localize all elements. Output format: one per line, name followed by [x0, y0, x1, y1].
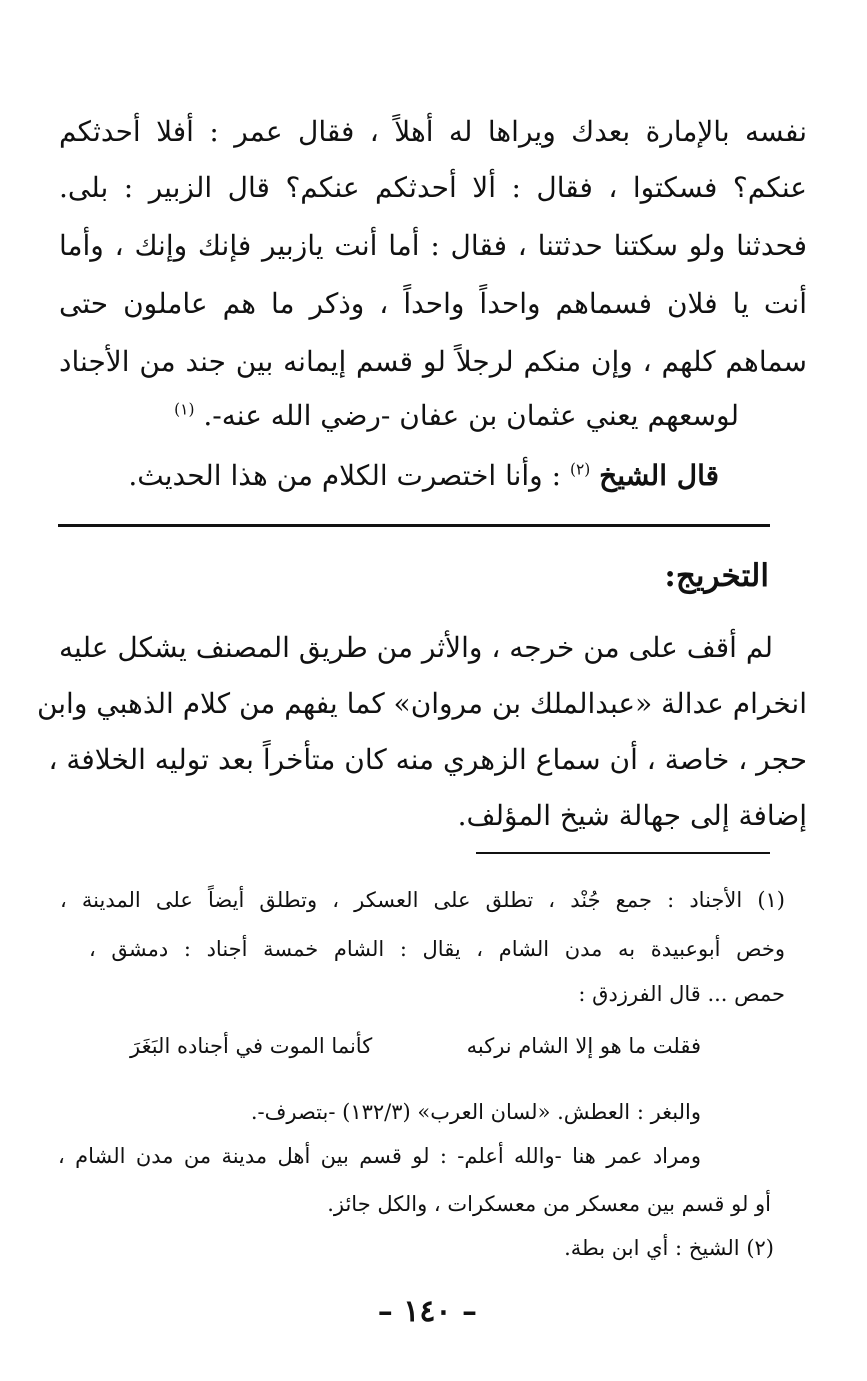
takhrij-heading: التخريج:: [664, 558, 769, 594]
footnote-1-line-2: وخص أبوعبيدة به مدن الشام ، يقال : الشام خمسة أجناد : دمشق ،: [89, 937, 785, 961]
body-line-4: أنت يا فلان فسماهم واحداً واحداً ، وذكر ما هم عاملون حتى: [59, 287, 807, 320]
sheikh-text: : وأنا اختصرت الكلام من هذا الحديث.: [128, 459, 562, 492]
section-divider: [58, 524, 770, 527]
footnote-1-line-4: والبغر : العطش. «لسان العرب» (١٣٢/٣) -بتصرف-.: [250, 1100, 701, 1124]
footnote-1-line-6: أو لو قسم بين معسكر من معسكرات ، والكل جائز.: [327, 1192, 771, 1216]
footnote-1-line-5: ومراد عمر هنا -والله أعلم- : لو قسم بين أهل مدينة من مدن الشام ،: [58, 1144, 701, 1168]
body-line-5: سماهم كلهم ، وإن منكم لرجلاً لو قسم إيمانه بين جند من الأجناد: [59, 345, 807, 378]
takhrij-line-3: حجر ، خاصة ، أن سماع الزهري منه كان متأخراً بعد توليه الخلافة ،: [48, 743, 807, 776]
verse-left-hemistich: كأنما الموت في أجناده البَغَرَ: [130, 1034, 373, 1058]
footnote-1-line-1: (١) الأجناد : جمع جُنْد ، تطلق على العسكر ، وتطلق أيضاً على المدينة ،: [60, 888, 785, 912]
body-line-3: فحدثنا ولو سكتنا حدثتنا ، فقال : أما أنت يازبير فإنك وإنك ، وأما: [59, 229, 807, 262]
footnote-2: (٢) الشيخ : أي ابن بطة.: [564, 1236, 774, 1260]
takhrij-line-2: انخرام عدالة «عبدالملك بن مروان» كما يفهم من كلام الذهبي وابن: [36, 687, 807, 720]
footnote-ref-2: (٢): [569, 460, 591, 479]
page-number: – ١٤٠ –: [377, 1294, 477, 1329]
takhrij-line-4: إضافة إلى جهالة شيخ المؤلف.: [457, 799, 807, 832]
verse-right-hemistich: فقلت ما هو إلا الشام نركبه: [466, 1034, 701, 1058]
body-line-2: عنكم؟ فسكتوا ، فقال : ألا أحدثكم عنكم؟ قال الزبير : بلى.: [59, 171, 807, 204]
body-line-6-text: لوسعهم يعني عثمان بن عفان -رضي الله عنه-.: [203, 399, 739, 432]
sheikh-label: قال الشيخ: [599, 459, 719, 492]
footnote-ref-1: (١): [174, 400, 195, 419]
sheikh-line: [128, 456, 719, 496]
footnote-1-line-3: حمص ... قال الفرزدق :: [578, 982, 785, 1006]
body-line-6: [174, 396, 739, 436]
takhrij-line-1: لم أقف على من خرجه ، والأثر من طريق المصنف يشكل عليه: [59, 631, 773, 664]
body-line-1: نفسه بالإمارة بعدك ويراها له أهلاً ، فقال عمر : أفلا أحدثكم: [59, 115, 807, 148]
footnote-divider: [476, 852, 770, 854]
